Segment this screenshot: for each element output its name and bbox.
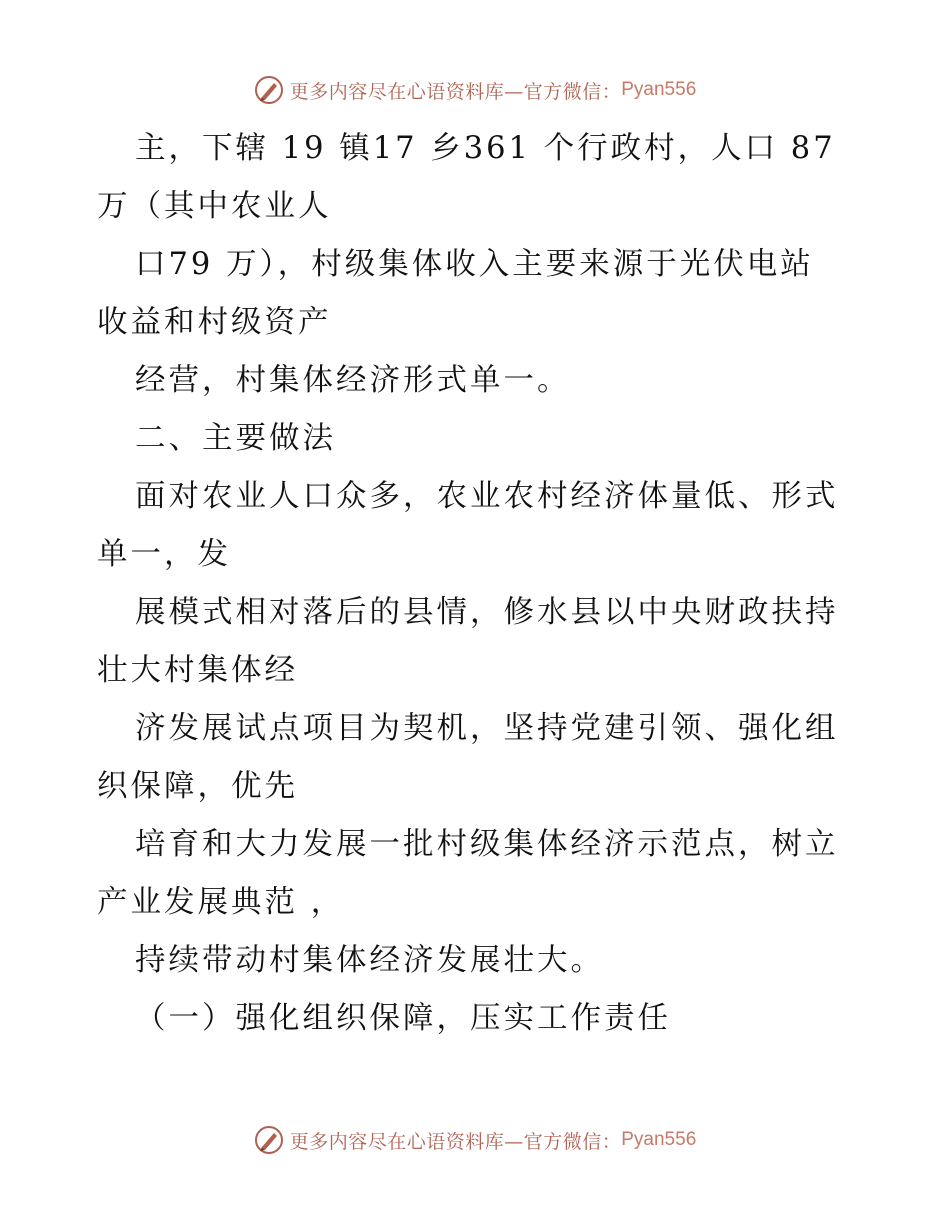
text-line: 主，下辖 19 镇17 乡361 个行政村，人口 87	[135, 131, 836, 166]
text-line: 万（其中农业人	[97, 189, 332, 224]
watermark-text: 更多内容尽在心语资料库—官方微信：	[289, 1130, 622, 1153]
text-line: 济发展试点项目为契机，坚持党建引领、强化组	[135, 711, 839, 746]
text-line: 口79 万），村级集体收入主要来源于光伏电站	[135, 247, 814, 282]
watermark-wechat-id: Pyan556	[621, 79, 697, 100]
text-line: 单一，发	[97, 537, 231, 572]
text-line: 培育和大力发展一批村级集体经济示范点，树立	[135, 827, 839, 862]
footer-watermark-banner	[0, 1120, 950, 1160]
text-line: 产业发展典范 ，	[97, 885, 345, 920]
text-line: 织保障，优先	[97, 769, 298, 804]
text-line: 面对农业人口众多，农业农村经济体量低、形式	[135, 479, 839, 514]
text-line: 展模式相对落后的县情，修水县以中央财政扶持	[135, 595, 839, 630]
pen-logo-icon	[254, 75, 284, 105]
text-line: 持续带动村集体经济发展壮大。	[135, 943, 604, 978]
text-line: 壮大村集体经	[97, 653, 298, 688]
text-line: 经营，村集体经济形式单一。	[135, 363, 571, 398]
document-body	[97, 120, 857, 1048]
section-heading: 二、主要做法	[135, 421, 336, 456]
watermark-text: 更多内容尽在心语资料库—官方微信：	[289, 80, 622, 103]
header-watermark-banner	[0, 70, 950, 110]
watermark-wechat-id: Pyan556	[621, 1129, 697, 1150]
subsection-heading: （一）强化组织保障，压实工作责任	[135, 1001, 671, 1036]
text-line: 收益和村级资产	[97, 305, 332, 340]
pen-logo-icon	[254, 1125, 284, 1155]
